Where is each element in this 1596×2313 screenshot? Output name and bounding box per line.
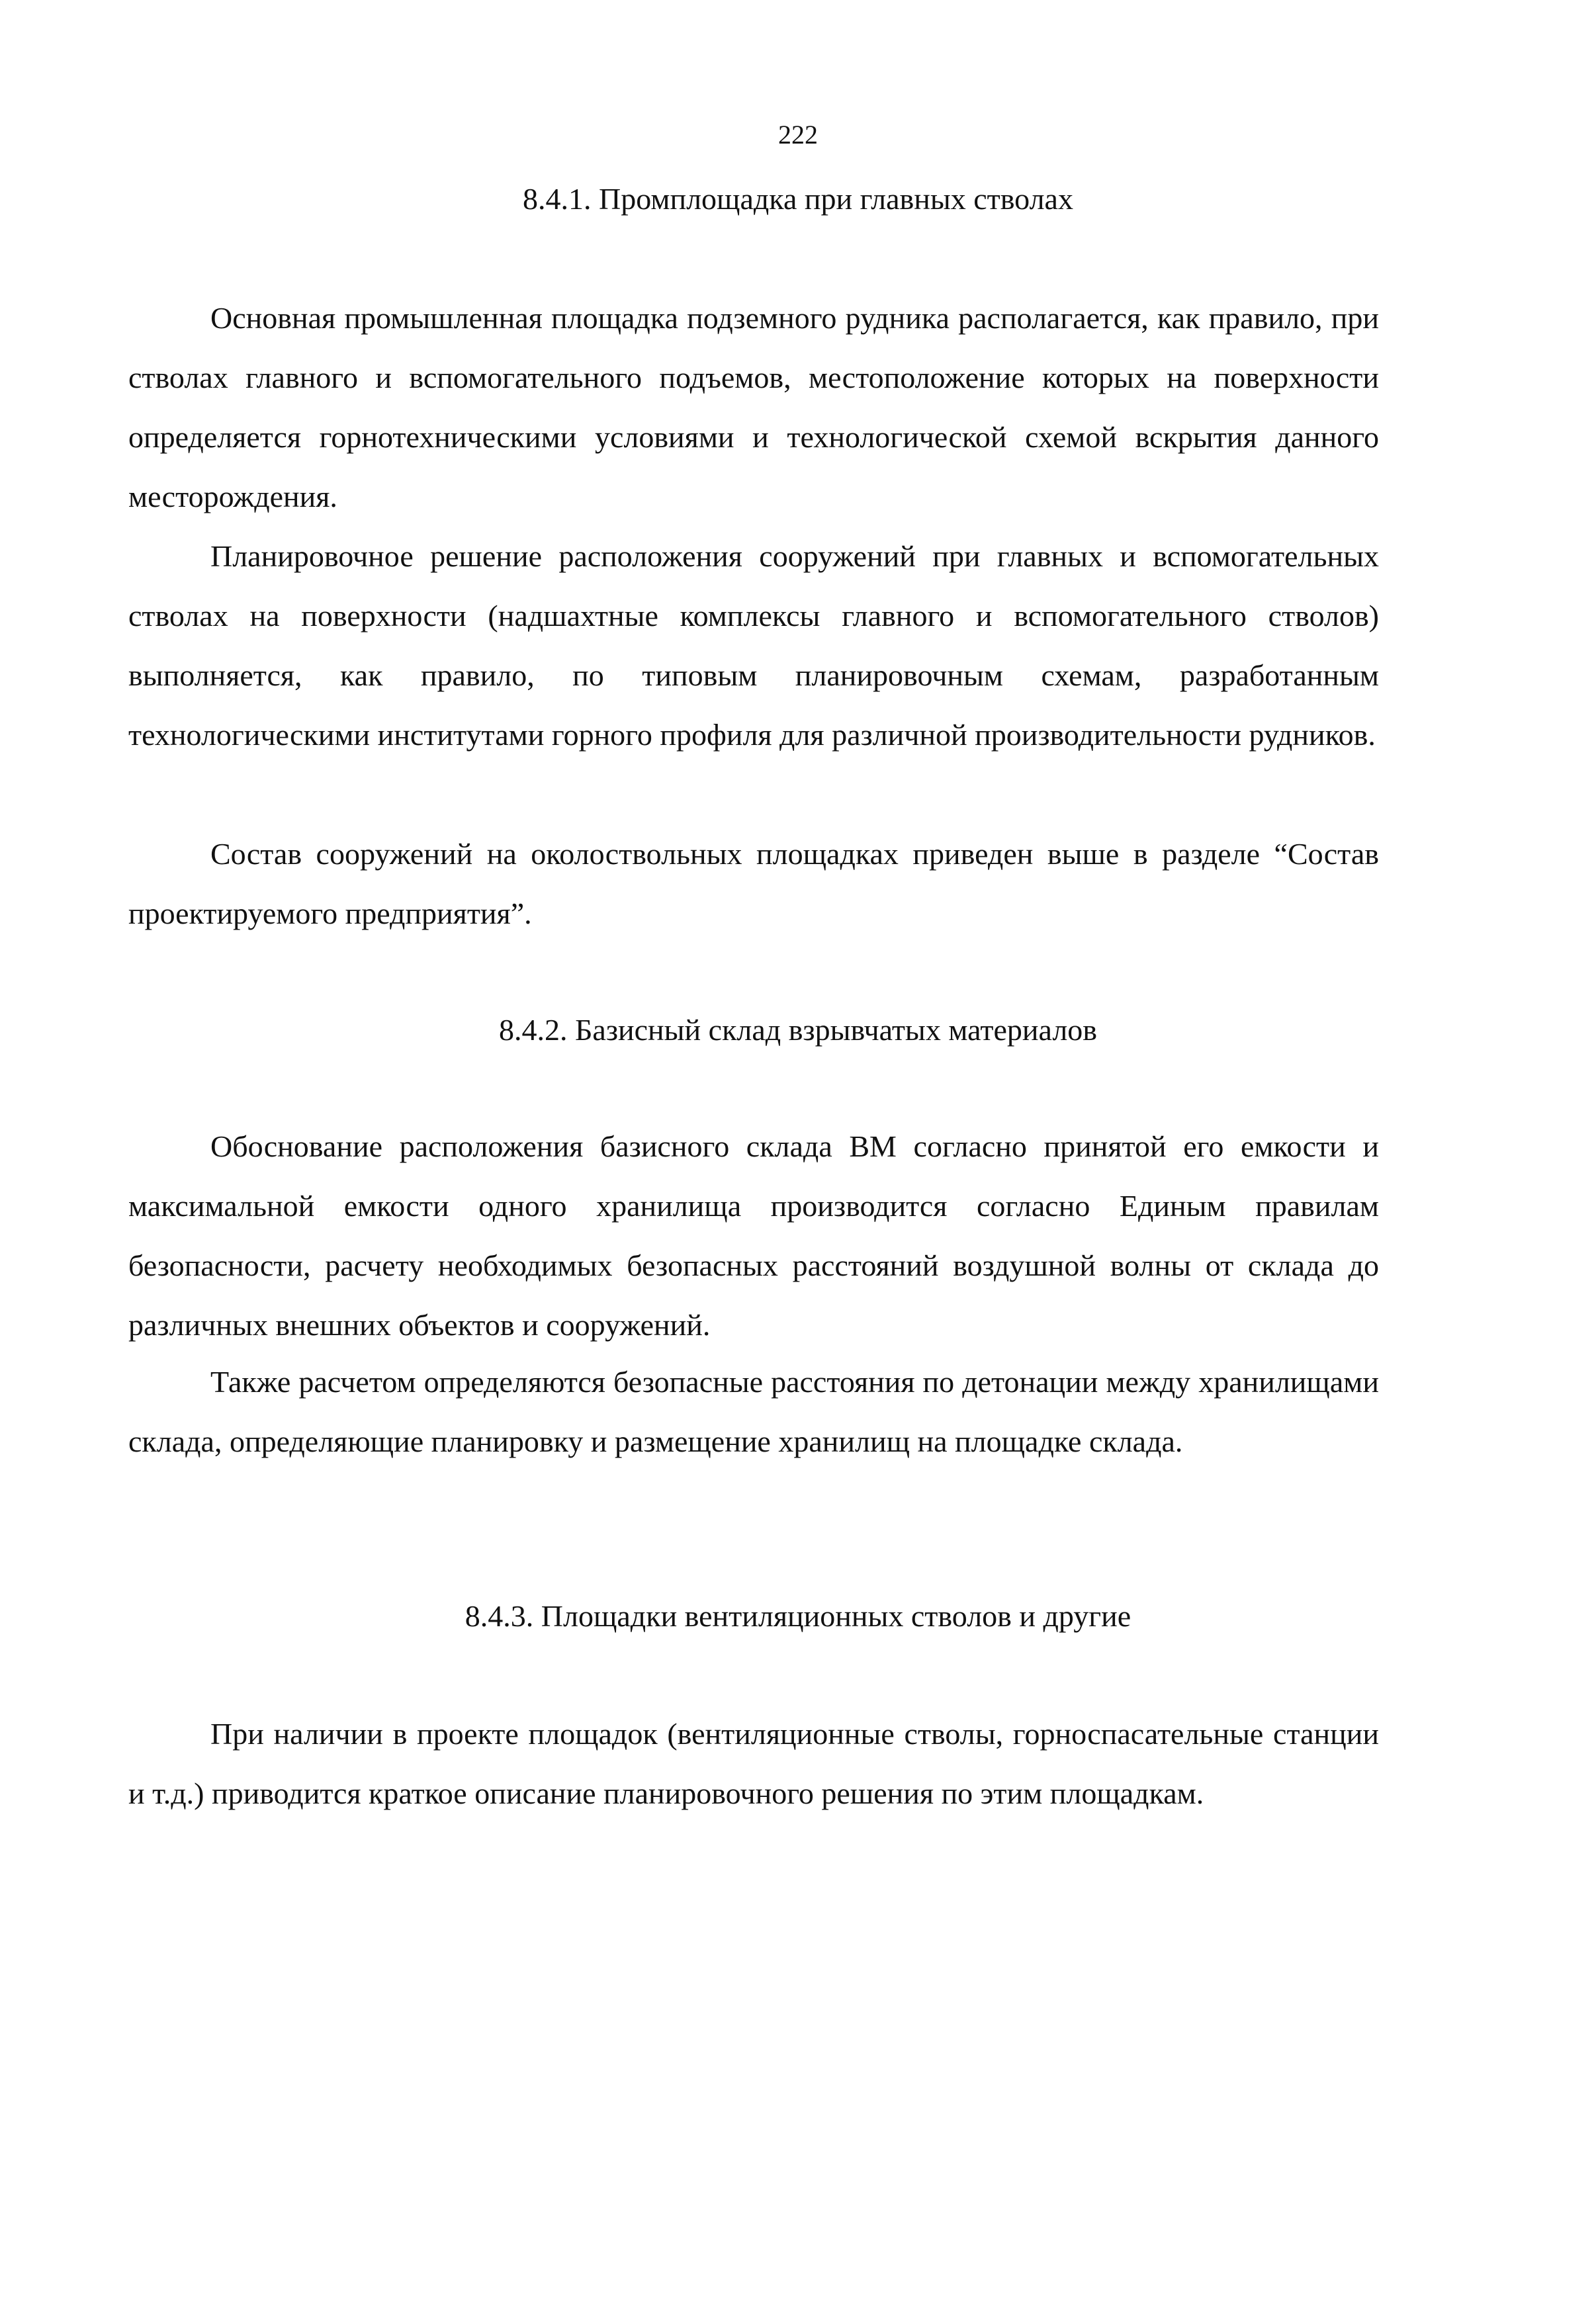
paragraph: Состав сооружений на околоствольных площадках приведен выше в разделе “Состав проектируемого предприятия”. <box>128 837 1379 930</box>
paragraph: При наличии в проекте площадок (вентиляционные стволы, горноспасательные станции и т.д.) приводится краткое описание планировочного решения по этим площадкам. <box>128 1717 1379 1810</box>
paragraph: Планировочное решение расположения сооружений при главных и вспомогательных стволах на поверхности (надшахтные комплексы главного и вспомогательного стволов) выполняется, как правило, по типовым планировочным схемам, разработанным технологическими институтами горного профиля для различной производительности рудников. <box>128 539 1379 752</box>
section-heading-8-4-3: 8.4.3. Площадки вентиляционных стволов и другие <box>465 1599 1131 1633</box>
paragraph: Также расчетом определяются безопасные расстояния по детонации между хранилищами склада, определяющие планировку и размещение хранилищ на площадке склада. <box>128 1365 1379 1458</box>
section-heading-8-4-2: 8.4.2. Базисный склад взрывчатых материалов <box>498 1013 1097 1047</box>
page-number: 222 <box>778 120 818 150</box>
section-heading-8-4-1: 8.4.1. Промплощадка при главных стволах <box>523 182 1073 216</box>
paragraph: Обоснование расположения базисного склада ВМ согласно принятой его емкости и максимальной емкости одного хранилища производится согласно Единым правилам безопасности, расчету необходимых безопасных расстояний воздушной волны от склада до различных внешних объектов и сооружений. <box>128 1129 1379 1342</box>
paragraph: Основная промышленная площадка подземного рудника располагается, как правило, при стволах главного и вспомогательного подъемов, местоположение которых на поверхности определяется горнотехническими условиями и технологической схемой вскрытия данного месторождения. <box>128 301 1379 513</box>
